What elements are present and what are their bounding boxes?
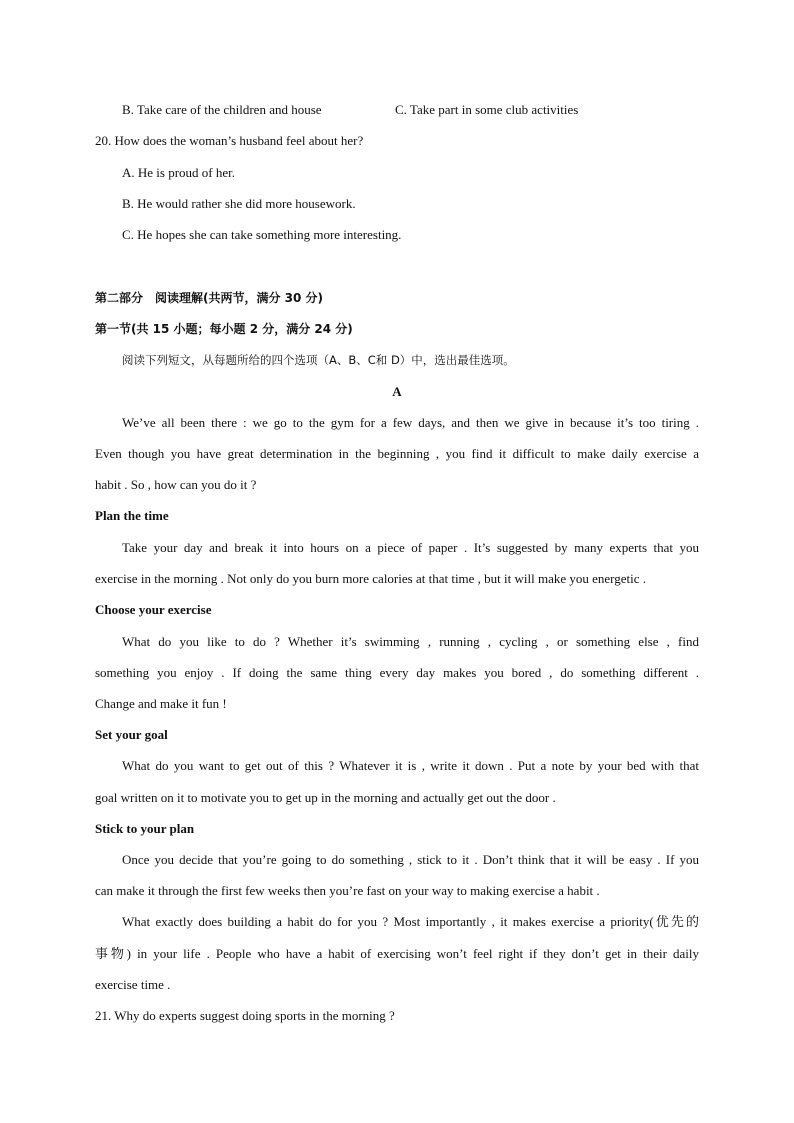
passage-intro-line-1: We’ve all been there : we go to the gym for a few days, and then we give in because it’s too tiring . bbox=[122, 415, 699, 430]
stick-plan-line-1: Once you decide that you’re going to do something , stick to it . Don’t think that it will be easy . If you bbox=[122, 852, 699, 867]
choose-exercise-line-1: What do you like to do ? Whether it’s swimming , running , cycling , or something else , find bbox=[122, 634, 699, 649]
part2-heading: 第二部分 阅读理解(共两节，满分 30 分) bbox=[95, 291, 324, 305]
final-paragraph-line-2: 事物) in your life . People who have a habit of exercising won’t feel right if they don’t get in their daily bbox=[95, 946, 699, 961]
section-title-stick-plan: Stick to your plan bbox=[95, 821, 195, 836]
plan-time-line-2: exercise in the morning . Not only do you burn more calories at that time , but it will make you energetic . bbox=[95, 571, 647, 586]
q19-option-row bbox=[122, 102, 699, 118]
plan-time-line-1: Take your day and break it into hours on a piece of paper . It’s suggested by many experts that you bbox=[122, 540, 699, 555]
section1-heading: 第一节(共 15 小题；每小题 2 分，满分 24 分) bbox=[95, 322, 353, 336]
final-paragraph-line-3: exercise time . bbox=[95, 977, 171, 992]
final-paragraph-line-1: What exactly does building a habit do for you ? Most importantly , it makes exercise a priority(优先的 bbox=[122, 914, 699, 929]
choose-exercise-line-2: something you enjoy . If doing the same thing every day makes you bored , do something different . bbox=[95, 665, 699, 680]
q20-option-c: C. He hopes she can take something more interesting. bbox=[122, 227, 402, 242]
section-title-set-goal: Set your goal bbox=[95, 727, 168, 742]
set-goal-line-2: goal written on it to motivate you to get up in the morning and actually get out the door . bbox=[95, 790, 556, 805]
q20-option-a: A. He is proud of her. bbox=[122, 165, 236, 180]
q19-option-c: C. Take part in some club activities bbox=[395, 102, 579, 117]
section-title-choose-exercise: Choose your exercise bbox=[95, 602, 212, 617]
q20-option-b: B. He would rather she did more housework. bbox=[122, 196, 356, 211]
instructions: 阅读下列短文，从每题所给的四个选项（A、B、C和 D）中，选出最佳选项。 bbox=[122, 353, 515, 367]
choose-exercise-line-3: Change and make it fun ! bbox=[95, 696, 227, 711]
stick-plan-line-2: can make it through the first few weeks then you’re fast on your way to making exercise a habit . bbox=[95, 883, 600, 898]
q19-option-b: B. Take care of the children and house bbox=[122, 102, 322, 117]
passage-letter: A bbox=[392, 384, 402, 399]
set-goal-line-1: What do you want to get out of this ? Whatever it is , write it down . Put a note by your bed with that bbox=[122, 758, 699, 773]
section-title-plan-time: Plan the time bbox=[95, 508, 169, 523]
q20-question: 20. How does the woman’s husband feel about her? bbox=[95, 133, 364, 148]
passage-intro-line-2: Even though you have great determination in the beginning , you find it difficult to make daily exercise a bbox=[95, 446, 699, 461]
passage-intro-line-3: habit . So , how can you do it ? bbox=[95, 477, 257, 492]
q21-question: 21. Why do experts suggest doing sports in the morning ? bbox=[95, 1008, 395, 1023]
